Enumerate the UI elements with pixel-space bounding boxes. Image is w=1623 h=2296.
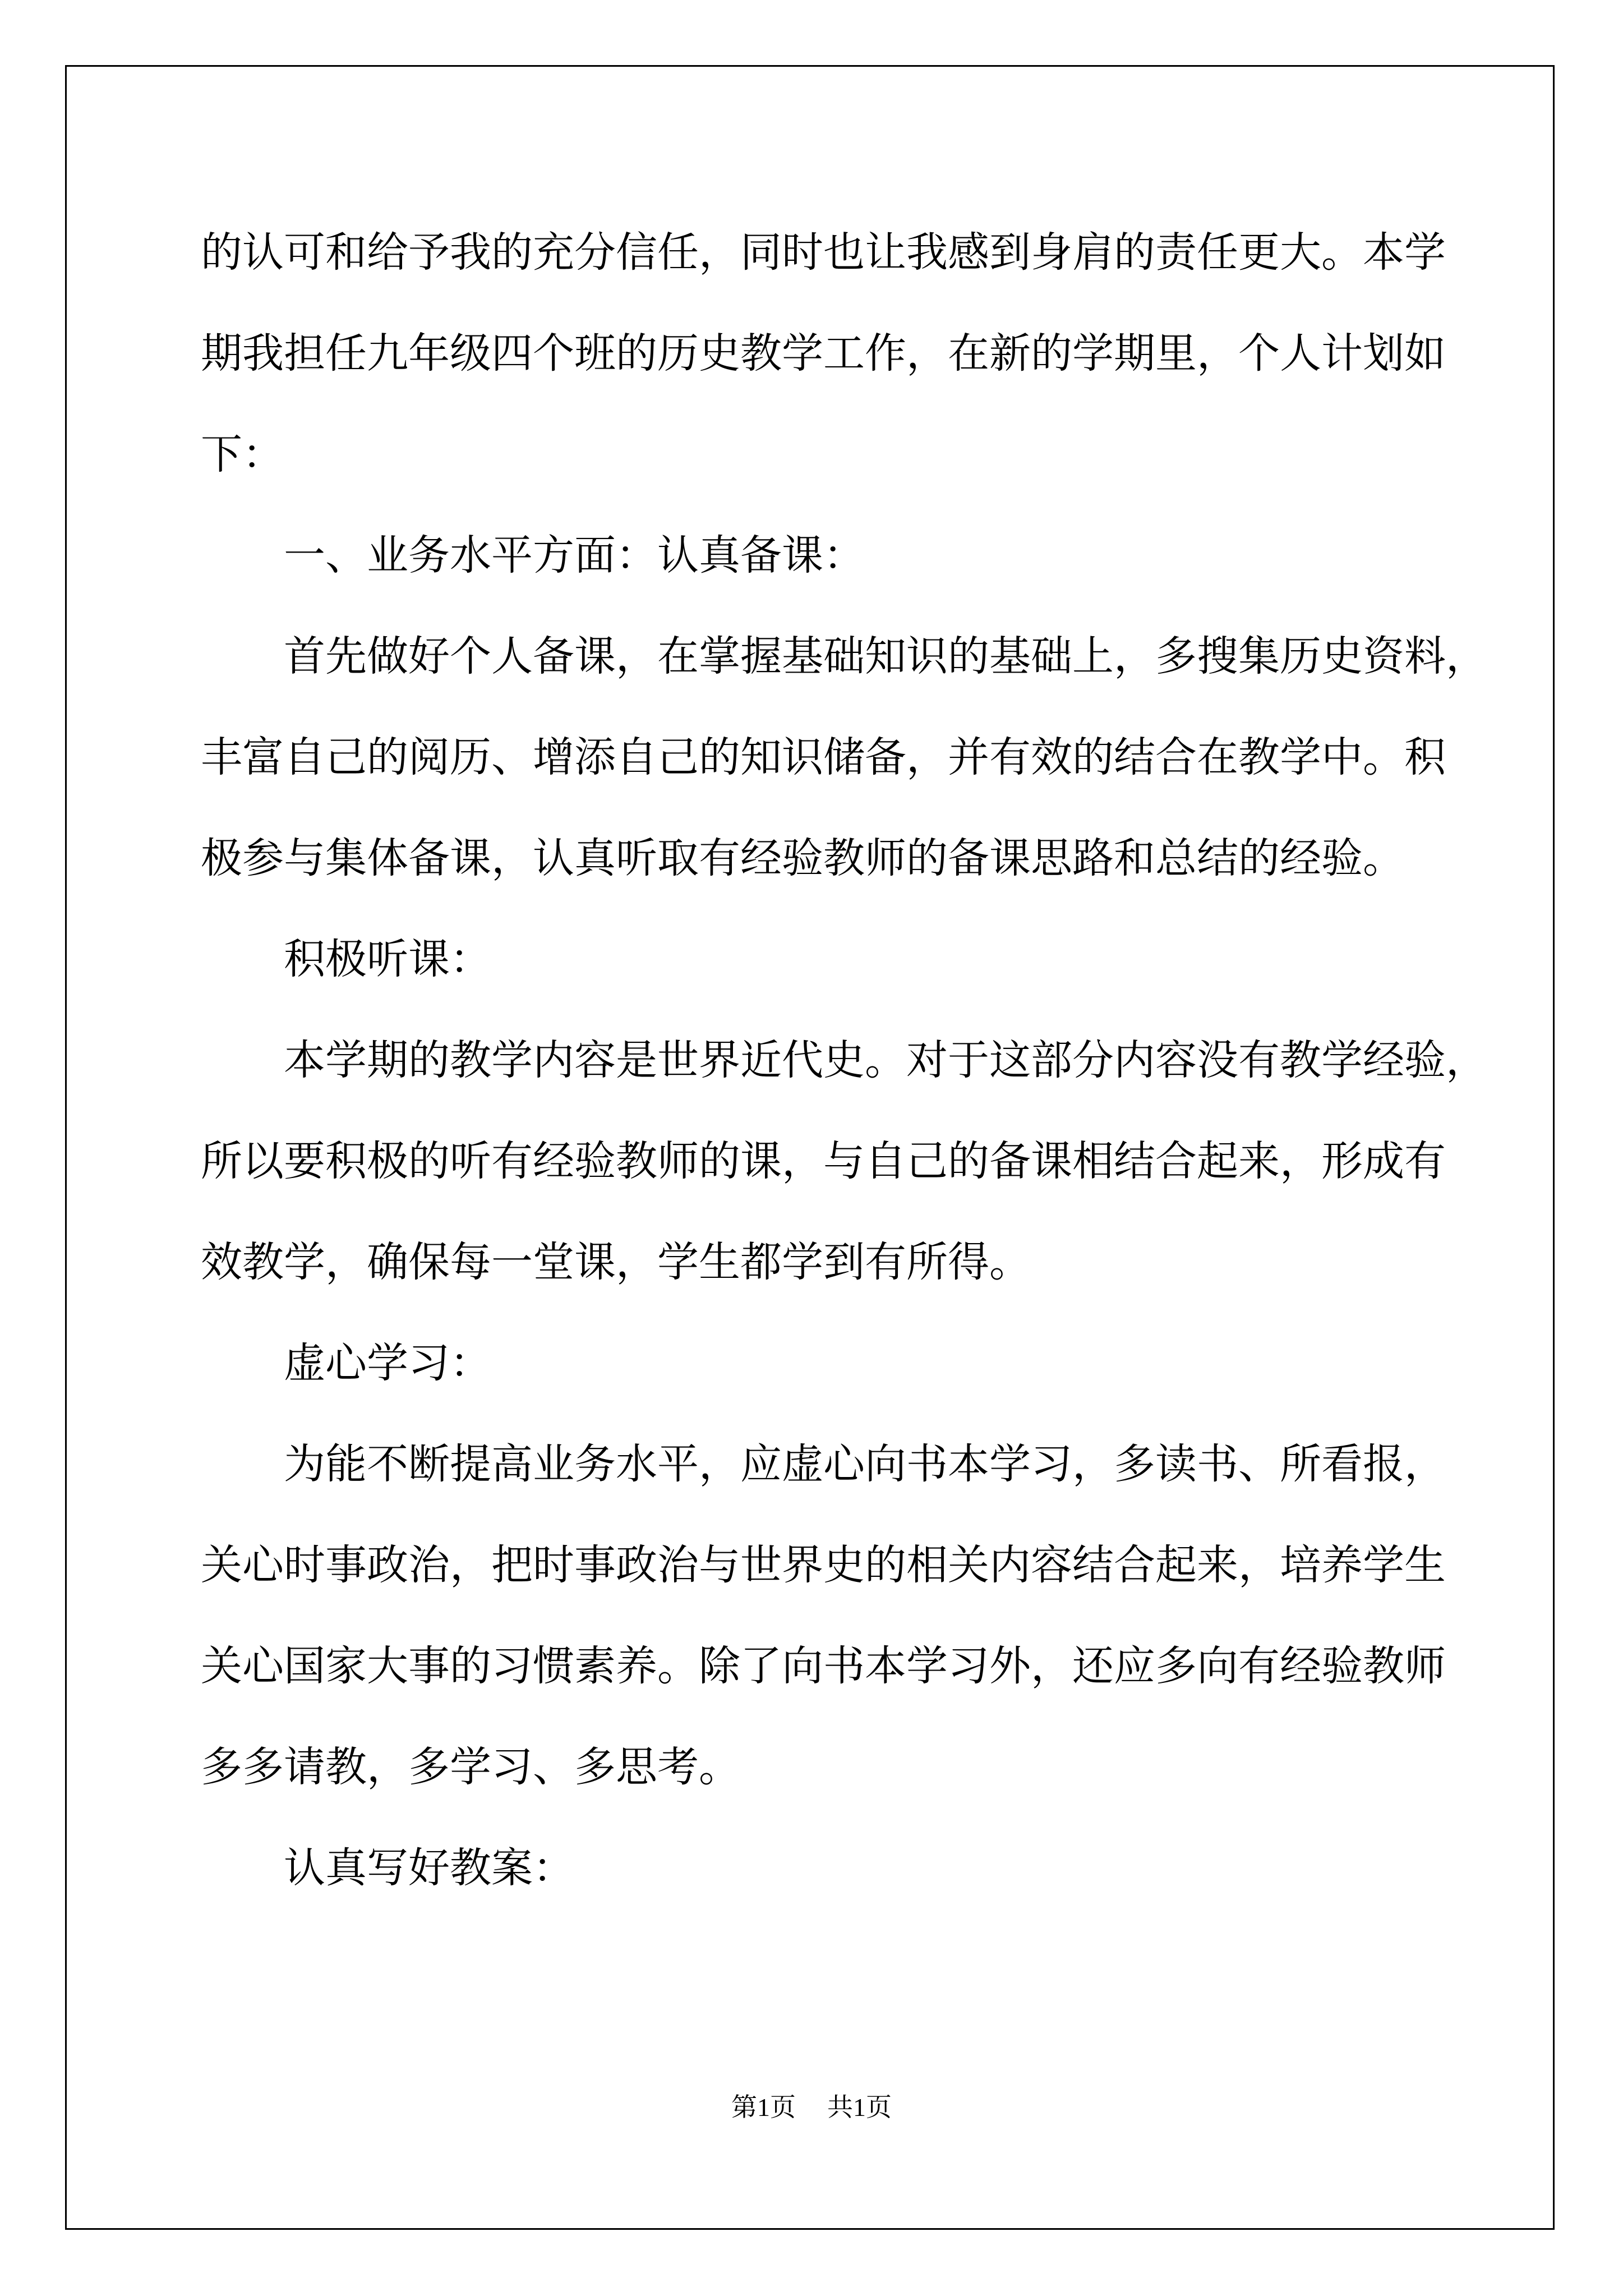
page-total: 共1页 xyxy=(827,2093,892,2122)
text-line: 效教学，确保每一堂课，学生都学到有所得。 xyxy=(201,1238,1031,1286)
section-heading: 一、业务水平方面：认真备课： xyxy=(284,531,865,579)
text-line: 下： xyxy=(201,430,284,478)
page-footer xyxy=(0,2087,1623,2124)
text-line: 本学期的教学内容是世界近代史。对于这部分内容没有教学经验， xyxy=(284,1036,1487,1084)
subheading: 积极听课： xyxy=(284,935,491,983)
text-line: 的认可和给予我的充分信任，同时也让我感到身肩的责任更大。本学 xyxy=(201,228,1446,277)
text-line: 多多请教，多学习、多思考。 xyxy=(201,1743,740,1791)
text-line: 丰富自己的阅历、增添自己的知识储备，并有效的结合在教学中。积 xyxy=(201,733,1446,781)
subheading: 虚心学习： xyxy=(284,1339,491,1387)
text-line: 关心国家大事的习惯素养。除了向书本学习外，还应多向有经验教师 xyxy=(201,1642,1446,1690)
text-line: 所以要积极的听有经验教师的课，与自己的备课相结合起来，形成有 xyxy=(201,1137,1446,1185)
text-line: 极参与集体备课，认真听取有经验教师的备课思路和总结的经验。 xyxy=(201,834,1404,882)
text-line: 为能不断提高业务水平，应虚心向书本学习，多读书、所看报， xyxy=(284,1440,1446,1488)
document-body xyxy=(201,202,1487,1918)
text-line: 关心时事政治，把时事政治与世界史的相关内容结合起来，培养学生 xyxy=(201,1541,1446,1589)
text-line: 首先做好个人备课，在掌握基础知识的基础上，多搜集历史资料， xyxy=(284,632,1487,680)
page-number: 第1页 xyxy=(731,2093,796,2122)
subheading: 认真写好教案： xyxy=(284,1844,574,1892)
text-line: 期我担任九年级四个班的历史教学工作，在新的学期里，个人计划如 xyxy=(201,329,1446,378)
